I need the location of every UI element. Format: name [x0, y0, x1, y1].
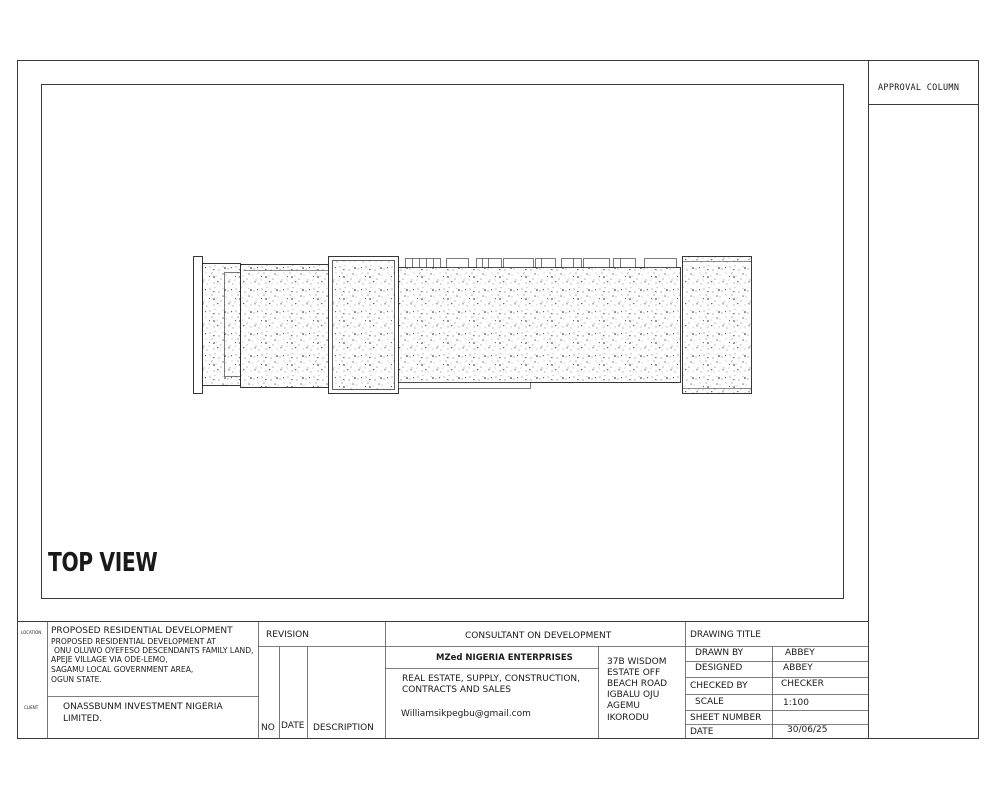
consultant-header: CONSULTANT ON DEVELOPMENT	[465, 631, 612, 641]
revision-col-date: DATE	[281, 721, 305, 731]
consultant-services: CONTRACTS AND SALES	[402, 685, 511, 695]
location-line: ONU OLUWO OYEFESO DESCENDANTS FAMILY LAND,	[54, 646, 254, 655]
location-line: OGUN STATE.	[51, 675, 102, 684]
client-line: ONASSBUNM INVESTMENT NIGERIA	[63, 702, 223, 712]
sheet-number-label: SHEET NUMBER	[690, 713, 762, 723]
address-line: 37B WISDOM	[607, 657, 667, 667]
address-line: IKORODU	[607, 713, 650, 723]
revision-col-description: DESCRIPTION	[313, 723, 374, 733]
location-line: SAGAMU LOCAL GOVERNMENT AREA,	[51, 665, 194, 674]
drawing-title-label: DRAWING TITLE	[690, 630, 761, 640]
date-value: 30/06/25	[787, 725, 828, 735]
checked-by-label: CHECKED BY	[690, 681, 748, 691]
checked-by-value: CHECKER	[781, 679, 824, 689]
drawn-by-label: DRAWN BY	[695, 648, 744, 658]
drawn-by-value: ABBEY	[785, 648, 815, 658]
consultant-services: REAL ESTATE, SUPPLY, CONSTRUCTION,	[402, 674, 580, 684]
view-title: TOP VIEW	[48, 548, 158, 578]
date-label: DATE	[690, 727, 714, 737]
client-line: LIMITED.	[63, 714, 103, 724]
consultant-email: Williamsikpegbu@gmail.com	[401, 709, 531, 719]
revision-col-no: NO	[261, 723, 275, 733]
location-line: APEJE VILLAGE VIA ODE-LEMO,	[51, 655, 168, 664]
address-line: BEACH ROAD	[607, 679, 668, 689]
location-line: PROPOSED RESIDENTIAL DEVELOPMENT AT	[51, 637, 216, 646]
client-tag: CLIENT	[24, 705, 39, 710]
address-line: ESTATE OFF	[607, 668, 661, 678]
consultant-company: MZed NIGERIA ENTERPRISES	[436, 653, 573, 663]
revision-header: REVISION	[266, 630, 309, 640]
address-line: IGBALU OJU	[607, 690, 660, 700]
address-line: AGEMU	[607, 701, 641, 711]
location-tag: LOCATION	[21, 630, 42, 635]
location-title: PROPOSED RESIDENTIAL DEVELOPMENT	[51, 626, 233, 636]
scale-value: 1:100	[783, 698, 809, 708]
designed-value: ABBEY	[783, 663, 813, 673]
designed-label: DESIGNED	[695, 663, 743, 673]
scale-label: SCALE	[695, 697, 724, 707]
approval-column-label: APPROVAL COLUMN	[878, 83, 960, 93]
